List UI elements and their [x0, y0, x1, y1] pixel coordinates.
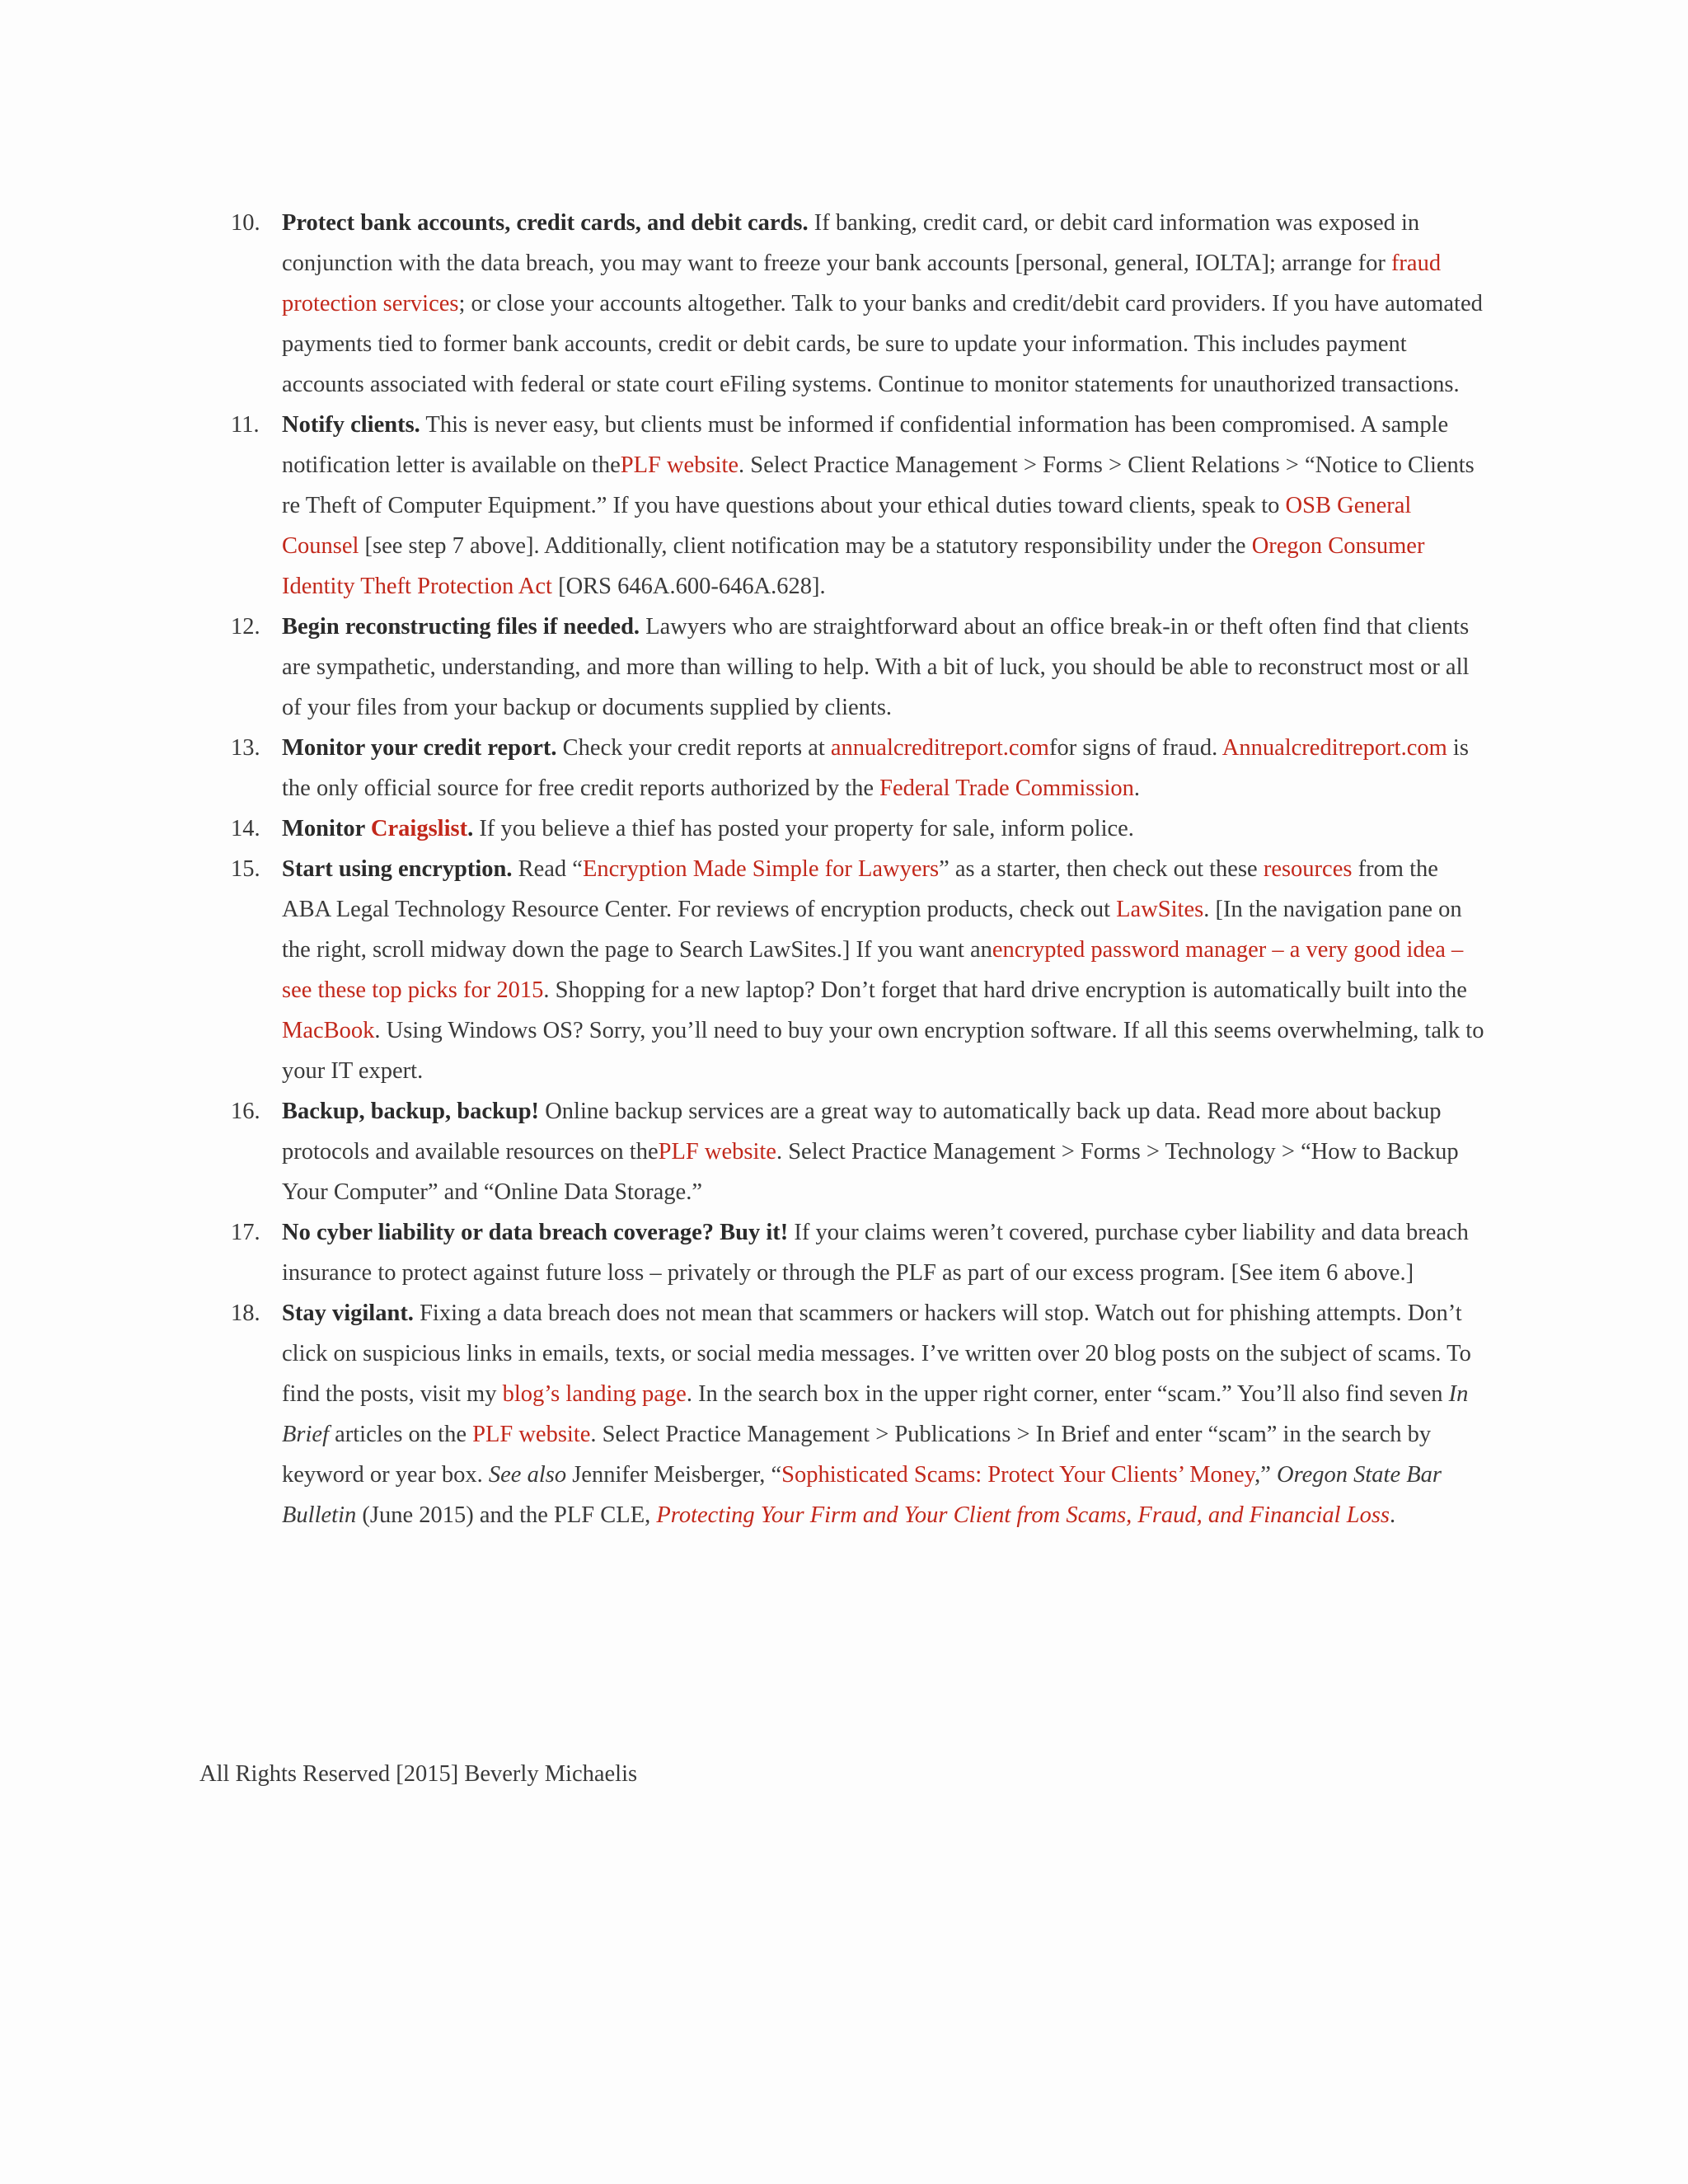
item-text: Read “: [512, 856, 583, 882]
list-item-14: [0, 808, 1487, 849]
item-text: for signs of fraud.: [1048, 735, 1222, 761]
plf-website-link[interactable]: PLF website: [620, 452, 739, 478]
lawsites-link[interactable]: LawSites: [1116, 897, 1204, 922]
item-heading: Monitor your credit report.: [282, 735, 557, 761]
copyright-footer: All Rights Reserved [2015] Beverly Michaelis: [199, 1761, 638, 1787]
item-text: (June 2015) and the PLF CLE,: [356, 1502, 657, 1528]
item-heading: Notify clients.: [282, 412, 420, 438]
list-item-16: [0, 1091, 1487, 1212]
item-heading-end: .: [467, 816, 474, 841]
fraud-protection-link[interactable]: fraud protection services: [282, 251, 1442, 316]
item-number: 14.: [231, 816, 260, 841]
item-text: This is never easy, but clients must be informed if confidential information has been compromised. A sample notification letter is available on the: [282, 412, 1449, 478]
item-text: If your claims weren’t covered, purchase cyber liability and data breach insurance to protect against future loss – privately or through the PLF as part of our excess program. [See item 6 above.]: [282, 1220, 1469, 1286]
item-text: .: [1133, 776, 1141, 801]
list-item-18: [0, 1293, 1487, 1535]
item-text: Lawyers who are straightforward about an office break-in or theft often find that clients are sympathetic, understanding, and more than willing to help. With a bit of luck, you should be able to reconstruct most or all of your files from your backup or documents supplied by clients.: [282, 614, 1470, 720]
list-item-12: [0, 607, 1487, 728]
item-heading: Protect bank accounts, credit cards, and debit cards.: [282, 210, 809, 236]
plf-website-link[interactable]: PLF website: [658, 1139, 776, 1165]
item-number: 13.: [231, 735, 260, 761]
item-text: . Using Windows OS? Sorry, you’ll need to buy your own encryption software. If all this seems overwhelming, talk to your IT expert.: [282, 1018, 1484, 1084]
publication-name: In Brief: [282, 1381, 1469, 1447]
item-text: . Select Practice Management > Publications > In Brief and enter “scam” in the search by keyword or year box.: [282, 1422, 1432, 1488]
ftc-link[interactable]: Federal Trade Commission: [879, 776, 1134, 801]
item-text: articles on the: [329, 1422, 473, 1447]
item-text: . Shopping for a new laptop? Don’t forget that hard drive encryption is automatically built into the: [543, 977, 1467, 1003]
list-item-10: [0, 203, 1487, 405]
item-text: from the ABA Legal Technology Resource Center. For reviews of encryption products, check out: [282, 856, 1438, 922]
osb-general-counsel-link[interactable]: OSB General Counsel: [282, 493, 1412, 559]
item-heading: Stay vigilant.: [282, 1301, 414, 1326]
item-heading: Start using encryption.: [282, 856, 513, 882]
annualcreditreport-link-2[interactable]: Annualcreditreport.com: [1221, 735, 1447, 761]
item-text: Jennifer Meisberger, “: [566, 1462, 782, 1488]
resources-link[interactable]: resources: [1263, 856, 1353, 882]
craigslist-link[interactable]: Craigslist: [370, 816, 468, 841]
item-text: . In the search box in the upper right corner, enter “scam.” You’ll also find seven: [686, 1381, 1449, 1407]
blog-landing-page-link[interactable]: blog’s landing page: [502, 1381, 687, 1407]
item-number: 15.: [231, 856, 260, 882]
item-text: If banking, credit card, or debit card information was exposed in conjunction with the data breach, you may want to freeze your bank accounts [personal, general, IOLTA]; arrange for: [282, 210, 1420, 276]
list-item-11: [0, 405, 1487, 607]
item-number: 18.: [231, 1301, 260, 1326]
password-manager-link[interactable]: encrypted password manager – a very good idea – see these top picks for 2015: [282, 937, 1464, 1003]
item-heading: Backup, backup, backup!: [282, 1099, 540, 1124]
item-text: If you believe a thief has posted your property for sale, inform police.: [473, 816, 1134, 841]
item-number: 11.: [231, 412, 260, 438]
item-number: 17.: [231, 1220, 260, 1245]
plf-cle-link[interactable]: Protecting Your Firm and Your Client from Scams, Fraud, and Financial Loss: [656, 1502, 1390, 1528]
numbered-list: [0, 203, 1688, 1535]
citation-signal: See also: [488, 1462, 567, 1488]
list-item-15: [0, 849, 1487, 1091]
item-text: Fixing a data breach does not mean that scammers or hackers will stop. Watch out for phishing attempts. Don’t click on suspicious links in emails, texts, or social media messages. I’ve written over 20 blog posts on the subject of scams. To find the posts, visit my: [282, 1301, 1471, 1407]
item-text: Check your credit reports at: [556, 735, 831, 761]
item-text: . Select Practice Management > Forms > Client Relations > “Notice to Clients re Theft of Computer Equipment.” If you have questions about your ethical duties toward clients, speak to: [282, 452, 1475, 518]
publication-name: Oregon State Bar Bulletin: [282, 1462, 1442, 1528]
item-text: ; or close your accounts altogether. Talk to your banks and credit/debit card providers. If you have automated payments tied to former bank accounts, credit or debit cards, be sure to update your information. This includes payment accounts associated with federal or state court eFiling systems. Continue to monitor statements for unauthorized transactions.: [282, 291, 1483, 397]
item-text: Online backup services are a great way to automatically back up data. Read more about backup protocols and available resources on the: [282, 1099, 1442, 1165]
identity-theft-act-link[interactable]: Oregon Consumer Identity Theft Protection Act: [282, 533, 1425, 599]
sophisticated-scams-link[interactable]: Sophisticated Scams: Protect Your Clients’ Money: [781, 1462, 1255, 1488]
list-item-17: [0, 1212, 1487, 1293]
annualcreditreport-link[interactable]: annualcreditreport.com: [830, 735, 1049, 761]
item-text: [ORS 646A.600-646A.628].: [551, 574, 826, 599]
item-text: ,”: [1254, 1462, 1277, 1488]
list-item-13: [0, 728, 1487, 808]
item-heading: No cyber liability or data breach coverage? Buy it!: [282, 1220, 789, 1245]
item-text: . Select Practice Management > Forms > Technology > “How to Backup Your Computer” and “Online Data Storage.”: [282, 1139, 1459, 1205]
item-number: 16.: [231, 1099, 260, 1124]
item-heading: Begin reconstructing files if needed.: [282, 614, 640, 640]
item-text: . [In the navigation pane on the right, scroll midway down the page to Search LawSites.] If you want an: [282, 897, 1462, 963]
item-number: 12.: [231, 614, 260, 640]
item-text: ” as a starter, then check out these: [939, 856, 1264, 882]
plf-website-link[interactable]: PLF website: [472, 1422, 591, 1447]
macbook-link[interactable]: MacBook: [282, 1018, 375, 1043]
item-text: is the only official source for free credit reports authorized by the: [282, 735, 1469, 801]
item-text: .: [1390, 1502, 1396, 1528]
item-heading: Monitor: [282, 816, 371, 841]
item-number: 10.: [231, 210, 260, 236]
encryption-made-simple-link[interactable]: Encryption Made Simple for Lawyers: [582, 856, 940, 882]
item-text: [see step 7 above]. Additionally, client notification may be a statutory responsibility under the: [359, 533, 1252, 559]
